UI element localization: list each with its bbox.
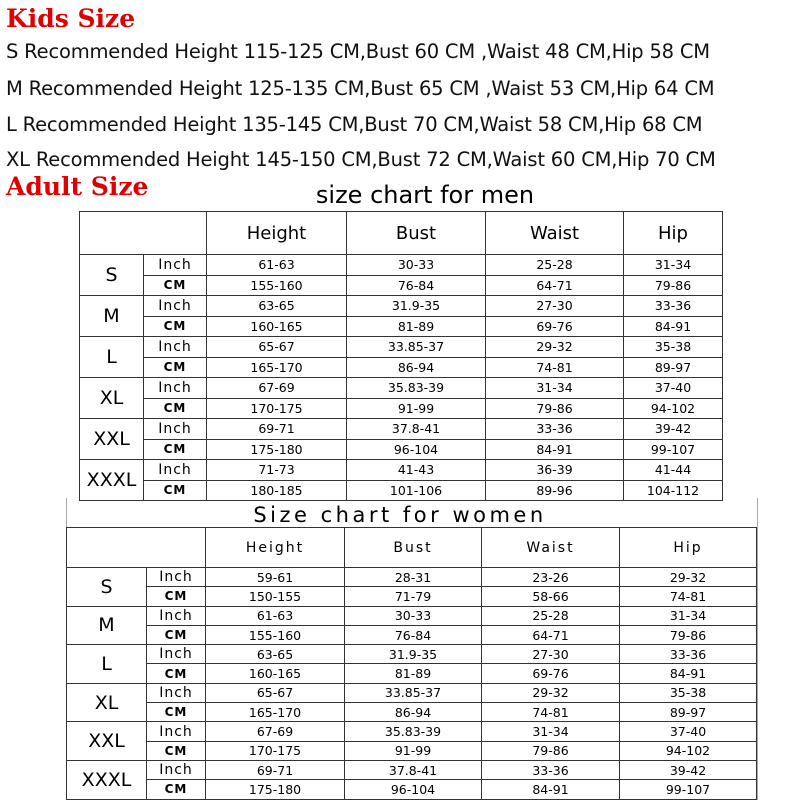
women-unit-label: Inch (147, 722, 206, 741)
men-bust-value: 86-94 (347, 357, 486, 378)
men-waist-value: 84-91 (486, 439, 624, 460)
men-hip-value: 37-40 (624, 378, 723, 399)
men-unit-label: Inch (144, 419, 207, 440)
men-header-height: Height (207, 212, 347, 255)
women-row-xxl-cm (67, 741, 757, 760)
women-bust-value: 96-104 (345, 780, 482, 799)
men-unit-label: CM (144, 357, 207, 378)
women-waist-value: 58-66 (482, 587, 620, 606)
women-hip-value: 84-91 (620, 664, 757, 683)
men-header-waist: Waist (486, 212, 624, 255)
men-height-value: 71-73 (207, 460, 347, 481)
men-unit-label: CM (144, 316, 207, 337)
women-hip-value: 94-102 (620, 741, 757, 760)
women-unit-label: CM (147, 780, 206, 799)
women-height-value: 59-61 (206, 568, 345, 587)
women-hip-value: 79-86 (620, 625, 757, 644)
kids-size-line-l: L Recommended Height 135-145 CM,Bust 70 CM,Waist 58 CM,Hip 68 CM (6, 113, 703, 136)
men-waist-value: 89-96 (486, 480, 624, 501)
men-unit-label: Inch (144, 296, 207, 317)
women-bust-value: 81-89 (345, 664, 482, 683)
men-bust-value: 35.83-39 (347, 378, 486, 399)
women-hip-value: 89-97 (620, 703, 757, 722)
women-unit-label: CM (147, 587, 206, 606)
women-height-value: 170-175 (206, 741, 345, 760)
men-waist-value: 25-28 (486, 255, 624, 276)
men-bust-value: 37.8-41 (347, 419, 486, 440)
men-bust-value: 41-43 (347, 460, 486, 481)
women-row-s-cm (67, 587, 757, 606)
men-waist-value: 33-36 (486, 419, 624, 440)
men-hip-value: 33-36 (624, 296, 723, 317)
women-waist-value: 74-81 (482, 703, 620, 722)
men-size-label: S (80, 255, 144, 296)
men-hip-value: 104-112 (624, 480, 723, 501)
women-header-corner (67, 528, 206, 568)
men-waist-value: 31-34 (486, 378, 624, 399)
women-height-value: 150-155 (206, 587, 345, 606)
men-hip-value: 94-102 (624, 398, 723, 419)
men-bust-value: 96-104 (347, 439, 486, 460)
men-header-bust: Bust (347, 212, 486, 255)
women-hip-value: 35-38 (620, 683, 757, 702)
men-hip-value: 79-86 (624, 275, 723, 296)
men-unit-label: CM (144, 439, 207, 460)
women-unit-label: Inch (147, 760, 206, 779)
men-row-l-inch (80, 337, 723, 358)
women-size-label: L (67, 645, 147, 684)
men-row-xl-cm (80, 398, 723, 419)
women-waist-value: 31-34 (482, 722, 620, 741)
women-row-xxl-inch (67, 722, 757, 741)
men-unit-label: CM (144, 480, 207, 501)
men-unit-label: Inch (144, 378, 207, 399)
men-waist-value: 74-81 (486, 357, 624, 378)
men-height-value: 65-67 (207, 337, 347, 358)
women-hip-value: 74-81 (620, 587, 757, 606)
women-hip-value: 29-32 (620, 568, 757, 587)
women-waist-value: 84-91 (482, 780, 620, 799)
men-bust-value: 31.9-35 (347, 296, 486, 317)
kids-size-line-m: M Recommended Height 125-135 CM,Bust 65 CM ,Waist 53 CM,Hip 64 CM (6, 77, 715, 100)
adult-size-title: Adult Size (6, 172, 149, 201)
women-waist-value: 29-32 (482, 683, 620, 702)
men-bust-value: 30-33 (347, 255, 486, 276)
men-height-value: 170-175 (207, 398, 347, 419)
women-chart-title: Size chart for women (253, 503, 547, 527)
men-waist-value: 27-30 (486, 296, 624, 317)
men-height-value: 180-185 (207, 480, 347, 501)
women-unit-label: CM (147, 741, 206, 760)
men-size-label: L (80, 337, 144, 378)
women-bust-value: 86-94 (345, 703, 482, 722)
men-unit-label: Inch (144, 337, 207, 358)
women-row-xl-inch (67, 683, 757, 702)
women-unit-label: Inch (147, 568, 206, 587)
women-header-waist: Waist (482, 528, 620, 568)
women-bust-value: 71-79 (345, 587, 482, 606)
men-hip-value: 31-34 (624, 255, 723, 276)
men-row-s-inch (80, 255, 723, 276)
men-row-xxl-inch (80, 419, 723, 440)
men-row-xxl-cm (80, 439, 723, 460)
men-size-table (79, 211, 723, 501)
women-waist-value: 33-36 (482, 760, 620, 779)
women-height-value: 160-165 (206, 664, 345, 683)
women-bust-value: 33.85-37 (345, 683, 482, 702)
women-height-value: 65-67 (206, 683, 345, 702)
women-header-row (67, 528, 757, 568)
women-row-m-inch (67, 606, 757, 625)
women-hip-value: 39-42 (620, 760, 757, 779)
men-bust-value: 76-84 (347, 275, 486, 296)
men-hip-value: 41-44 (624, 460, 723, 481)
kids-size-line-s: S Recommended Height 115-125 CM,Bust 60 CM ,Waist 48 CM,Hip 58 CM (6, 40, 710, 63)
men-size-label: M (80, 296, 144, 337)
men-waist-value: 69-76 (486, 316, 624, 337)
men-bust-value: 101-106 (347, 480, 486, 501)
women-size-label: S (67, 568, 147, 607)
men-size-label: XXL (80, 419, 144, 460)
men-unit-label: Inch (144, 255, 207, 276)
women-row-m-cm (67, 625, 757, 644)
women-bust-value: 35.83-39 (345, 722, 482, 741)
men-bust-value: 33.85-37 (347, 337, 486, 358)
women-size-label: XXL (67, 722, 147, 761)
women-height-value: 175-180 (206, 780, 345, 799)
men-hip-value: 39-42 (624, 419, 723, 440)
men-hip-value: 89-97 (624, 357, 723, 378)
women-unit-label: CM (147, 703, 206, 722)
women-height-value: 155-160 (206, 625, 345, 644)
men-hip-value: 35-38 (624, 337, 723, 358)
men-height-value: 63-65 (207, 296, 347, 317)
men-height-value: 69-71 (207, 419, 347, 440)
women-height-value: 165-170 (206, 703, 345, 722)
women-height-value: 61-63 (206, 606, 345, 625)
men-row-m-inch (80, 296, 723, 317)
men-chart-title: size chart for men (315, 181, 535, 209)
kids-size-line-xl: XL Recommended Height 145-150 CM,Bust 72 CM,Waist 60 CM,Hip 70 CM (6, 148, 716, 171)
women-hip-value: 33-36 (620, 645, 757, 664)
men-header-row (80, 212, 723, 255)
men-unit-label: CM (144, 398, 207, 419)
women-unit-label: CM (147, 625, 206, 644)
women-hip-value: 37-40 (620, 722, 757, 741)
women-unit-label: Inch (147, 645, 206, 664)
men-unit-label: Inch (144, 460, 207, 481)
women-bust-value: 91-99 (345, 741, 482, 760)
women-hip-value: 99-107 (620, 780, 757, 799)
women-bust-value: 30-33 (345, 606, 482, 625)
women-size-label: M (67, 606, 147, 645)
women-unit-label: Inch (147, 606, 206, 625)
men-size-label: XXXL (80, 460, 144, 501)
women-row-xl-cm (67, 703, 757, 722)
men-height-value: 160-165 (207, 316, 347, 337)
men-unit-label: CM (144, 275, 207, 296)
women-size-table (66, 527, 757, 800)
women-row-l-cm (67, 664, 757, 683)
men-height-value: 155-160 (207, 275, 347, 296)
women-row-s-inch (67, 568, 757, 587)
men-hip-value: 84-91 (624, 316, 723, 337)
women-size-label: XL (67, 683, 147, 722)
men-row-xxxl-inch (80, 460, 723, 481)
women-row-l-inch (67, 645, 757, 664)
women-row-xxxl-inch (67, 760, 757, 779)
men-header-hip: Hip (624, 212, 723, 255)
women-header-height: Height (206, 528, 345, 568)
women-hip-value: 31-34 (620, 606, 757, 625)
men-row-xl-inch (80, 378, 723, 399)
men-bust-value: 91-99 (347, 398, 486, 419)
women-unit-label: Inch (147, 683, 206, 702)
men-waist-value: 36-39 (486, 460, 624, 481)
women-unit-label: CM (147, 664, 206, 683)
men-waist-value: 79-86 (486, 398, 624, 419)
women-size-label: XXXL (67, 760, 147, 799)
men-height-value: 61-63 (207, 255, 347, 276)
women-bust-value: 31.9-35 (345, 645, 482, 664)
women-waist-value: 69-76 (482, 664, 620, 683)
men-header-corner (80, 212, 207, 255)
women-bust-value: 28-31 (345, 568, 482, 587)
kids-size-title: Kids Size (6, 4, 136, 33)
men-hip-value: 99-107 (624, 439, 723, 460)
women-waist-value: 64-71 (482, 625, 620, 644)
men-waist-value: 29-32 (486, 337, 624, 358)
women-row-xxxl-cm (67, 780, 757, 799)
men-row-m-cm (80, 316, 723, 337)
women-height-value: 69-71 (206, 760, 345, 779)
women-waist-value: 23-26 (482, 568, 620, 587)
men-size-label: XL (80, 378, 144, 419)
women-height-value: 63-65 (206, 645, 345, 664)
women-header-bust: Bust (345, 528, 482, 568)
women-bust-value: 76-84 (345, 625, 482, 644)
women-waist-value: 79-86 (482, 741, 620, 760)
women-height-value: 67-69 (206, 722, 345, 741)
women-waist-value: 27-30 (482, 645, 620, 664)
women-header-hip: Hip (620, 528, 757, 568)
men-height-value: 67-69 (207, 378, 347, 399)
men-bust-value: 81-89 (347, 316, 486, 337)
men-height-value: 175-180 (207, 439, 347, 460)
women-waist-value: 25-28 (482, 606, 620, 625)
men-waist-value: 64-71 (486, 275, 624, 296)
men-row-l-cm (80, 357, 723, 378)
women-bust-value: 37.8-41 (345, 760, 482, 779)
men-row-s-cm (80, 275, 723, 296)
men-height-value: 165-170 (207, 357, 347, 378)
